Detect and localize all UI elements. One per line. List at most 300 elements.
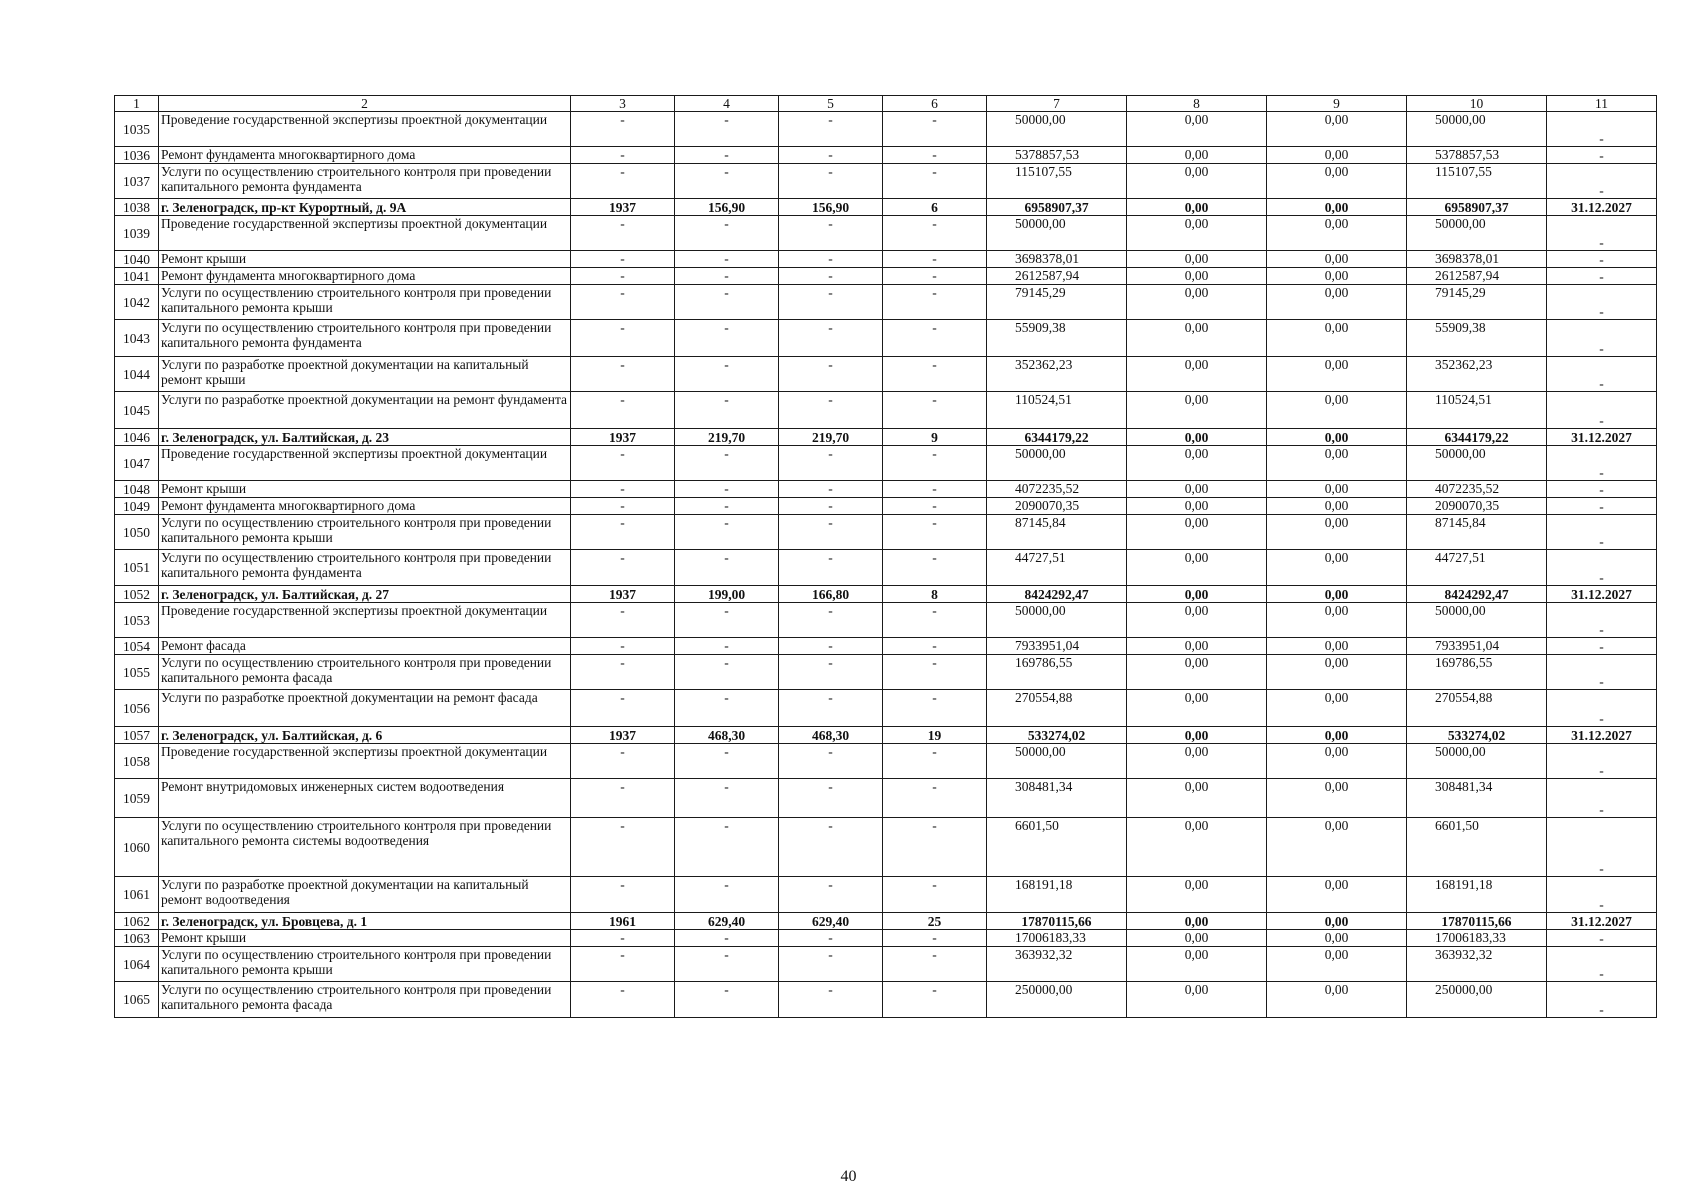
row-number-cell: 1044 xyxy=(115,357,159,392)
cost-col8-cell: 0,00 xyxy=(1127,498,1267,515)
total-cost-cell: 6958907,37 xyxy=(987,199,1127,216)
total-area-cell: - xyxy=(675,930,779,947)
year-cell: - xyxy=(571,392,675,429)
year-cell: - xyxy=(571,744,675,779)
residents-cell: - xyxy=(883,112,987,147)
deadline-cell: - xyxy=(1547,251,1657,268)
total-cost-cell: 8424292,47 xyxy=(987,586,1127,603)
cost-col9-cell: 0,00 xyxy=(1267,930,1407,947)
fund-cost-cell: 50000,00 xyxy=(1407,446,1547,481)
cost-col9-cell: 0,00 xyxy=(1267,690,1407,727)
cost-col8-cell: 0,00 xyxy=(1127,357,1267,392)
cost-col9-cell: 0,00 xyxy=(1267,913,1407,930)
residents-cell: - xyxy=(883,498,987,515)
cost-col8-cell: 0,00 xyxy=(1127,947,1267,982)
residents-cell: - xyxy=(883,320,987,357)
year-cell: - xyxy=(571,112,675,147)
year-cell: 1937 xyxy=(571,727,675,744)
total-area-cell: 468,30 xyxy=(675,727,779,744)
cost-col9-cell: 0,00 xyxy=(1267,481,1407,498)
work-row xyxy=(115,112,1657,147)
row-number-cell: 1047 xyxy=(115,446,159,481)
fund-cost-cell: 168191,18 xyxy=(1407,877,1547,913)
work-row xyxy=(115,481,1657,498)
work-name-cell: Ремонт фундамента многоквартирного дома xyxy=(159,147,571,164)
row-number-cell: 1045 xyxy=(115,392,159,429)
residents-cell: 9 xyxy=(883,429,987,446)
year-cell: - xyxy=(571,515,675,550)
cost-col8-cell: 0,00 xyxy=(1127,550,1267,586)
living-area-cell: - xyxy=(779,818,883,877)
cost-col8-cell: 0,00 xyxy=(1127,112,1267,147)
year-cell: - xyxy=(571,947,675,982)
living-area-cell: 629,40 xyxy=(779,913,883,930)
fund-cost-cell: 2090070,35 xyxy=(1407,498,1547,515)
total-area-cell: - xyxy=(675,877,779,913)
year-cell: 1937 xyxy=(571,199,675,216)
total-area-cell: - xyxy=(675,638,779,655)
cost-col8-cell: 0,00 xyxy=(1127,268,1267,285)
cost-col8-cell: 0,00 xyxy=(1127,930,1267,947)
residents-cell: - xyxy=(883,603,987,638)
total-area-cell: - xyxy=(675,603,779,638)
deadline-cell: - xyxy=(1547,690,1657,727)
cost-col9-cell: 0,00 xyxy=(1267,268,1407,285)
total-area-cell: - xyxy=(675,982,779,1018)
total-cost-cell: 5378857,53 xyxy=(987,147,1127,164)
year-cell: 1937 xyxy=(571,586,675,603)
residents-cell: - xyxy=(883,251,987,268)
total-cost-cell: 79145,29 xyxy=(987,285,1127,320)
row-number-cell: 1063 xyxy=(115,930,159,947)
cost-col9-cell: 0,00 xyxy=(1267,446,1407,481)
year-cell: - xyxy=(571,251,675,268)
cost-col9-cell: 0,00 xyxy=(1267,199,1407,216)
living-area-cell: - xyxy=(779,603,883,638)
row-number-cell: 1062 xyxy=(115,913,159,930)
row-number-cell: 1059 xyxy=(115,779,159,818)
cost-col9-cell: 0,00 xyxy=(1267,320,1407,357)
fund-cost-cell: 2612587,94 xyxy=(1407,268,1547,285)
living-area-cell: - xyxy=(779,498,883,515)
capital-repair-table xyxy=(114,95,1657,1018)
work-name-cell: Ремонт крыши xyxy=(159,481,571,498)
deadline-cell: 31.12.2027 xyxy=(1547,727,1657,744)
row-number-cell: 1037 xyxy=(115,164,159,199)
row-number-cell: 1054 xyxy=(115,638,159,655)
deadline-cell: - xyxy=(1547,392,1657,429)
living-area-cell: - xyxy=(779,112,883,147)
fund-cost-cell: 6344179,22 xyxy=(1407,429,1547,446)
fund-cost-cell: 8424292,47 xyxy=(1407,586,1547,603)
work-row xyxy=(115,818,1657,877)
total-area-cell: - xyxy=(675,690,779,727)
living-area-cell: 166,80 xyxy=(779,586,883,603)
deadline-cell: - xyxy=(1547,779,1657,818)
fund-cost-cell: 110524,51 xyxy=(1407,392,1547,429)
year-cell: - xyxy=(571,690,675,727)
residents-cell: 25 xyxy=(883,913,987,930)
building-row xyxy=(115,727,1657,744)
total-area-cell: - xyxy=(675,515,779,550)
residents-cell: - xyxy=(883,515,987,550)
total-area-cell: - xyxy=(675,216,779,251)
header-cell: 3 xyxy=(571,96,675,112)
total-cost-cell: 4072235,52 xyxy=(987,481,1127,498)
total-area-cell: - xyxy=(675,744,779,779)
fund-cost-cell: 363932,32 xyxy=(1407,947,1547,982)
residents-cell: 6 xyxy=(883,199,987,216)
deadline-cell: 31.12.2027 xyxy=(1547,913,1657,930)
cost-col8-cell: 0,00 xyxy=(1127,586,1267,603)
cost-col9-cell: 0,00 xyxy=(1267,216,1407,251)
total-area-cell: - xyxy=(675,320,779,357)
column-number-header xyxy=(115,96,1657,112)
deadline-cell: - xyxy=(1547,818,1657,877)
deadline-cell: - xyxy=(1547,147,1657,164)
residents-cell: - xyxy=(883,877,987,913)
cost-col8-cell: 0,00 xyxy=(1127,982,1267,1018)
deadline-cell: - xyxy=(1547,877,1657,913)
cost-col9-cell: 0,00 xyxy=(1267,655,1407,690)
row-number-cell: 1043 xyxy=(115,320,159,357)
total-cost-cell: 6601,50 xyxy=(987,818,1127,877)
living-area-cell: - xyxy=(779,481,883,498)
fund-cost-cell: 50000,00 xyxy=(1407,603,1547,638)
row-number-cell: 1041 xyxy=(115,268,159,285)
fund-cost-cell: 3698378,01 xyxy=(1407,251,1547,268)
cost-col9-cell: 0,00 xyxy=(1267,550,1407,586)
row-number-cell: 1056 xyxy=(115,690,159,727)
total-area-cell: - xyxy=(675,357,779,392)
residents-cell: - xyxy=(883,268,987,285)
cost-col8-cell: 0,00 xyxy=(1127,164,1267,199)
cost-col9-cell: 0,00 xyxy=(1267,515,1407,550)
work-name-cell: Ремонт фундамента многоквартирного дома xyxy=(159,498,571,515)
total-cost-cell: 250000,00 xyxy=(987,982,1127,1018)
total-cost-cell: 110524,51 xyxy=(987,392,1127,429)
living-area-cell: - xyxy=(779,515,883,550)
deadline-cell: - xyxy=(1547,357,1657,392)
year-cell: - xyxy=(571,779,675,818)
year-cell: - xyxy=(571,216,675,251)
residents-cell: - xyxy=(883,216,987,251)
work-name-cell: Ремонт фундамента многоквартирного дома xyxy=(159,268,571,285)
work-name-cell: Ремонт фасада xyxy=(159,638,571,655)
cost-col8-cell: 0,00 xyxy=(1127,818,1267,877)
fund-cost-cell: 50000,00 xyxy=(1407,112,1547,147)
cost-col8-cell: 0,00 xyxy=(1127,446,1267,481)
work-row xyxy=(115,779,1657,818)
cost-col8-cell: 0,00 xyxy=(1127,603,1267,638)
total-cost-cell: 50000,00 xyxy=(987,216,1127,251)
total-cost-cell: 17870115,66 xyxy=(987,913,1127,930)
total-area-cell: - xyxy=(675,498,779,515)
row-number-cell: 1040 xyxy=(115,251,159,268)
total-area-cell: - xyxy=(675,285,779,320)
row-number-cell: 1051 xyxy=(115,550,159,586)
fund-cost-cell: 169786,55 xyxy=(1407,655,1547,690)
cost-col9-cell: 0,00 xyxy=(1267,164,1407,199)
cost-col8-cell: 0,00 xyxy=(1127,320,1267,357)
residents-cell: - xyxy=(883,690,987,727)
cost-col8-cell: 0,00 xyxy=(1127,655,1267,690)
work-row xyxy=(115,930,1657,947)
row-number-cell: 1042 xyxy=(115,285,159,320)
row-number-cell: 1061 xyxy=(115,877,159,913)
cost-col8-cell: 0,00 xyxy=(1127,877,1267,913)
cost-col8-cell: 0,00 xyxy=(1127,199,1267,216)
residents-cell: 8 xyxy=(883,586,987,603)
total-area-cell: 199,00 xyxy=(675,586,779,603)
year-cell: - xyxy=(571,481,675,498)
total-area-cell: - xyxy=(675,392,779,429)
building-row xyxy=(115,199,1657,216)
living-area-cell: 468,30 xyxy=(779,727,883,744)
work-row xyxy=(115,690,1657,727)
header-cell: 5 xyxy=(779,96,883,112)
residents-cell: - xyxy=(883,446,987,481)
work-name-cell: Услуги по осуществлению строительного контроля при проведении капитального ремонта системы водоотведения xyxy=(159,818,571,877)
header-cell: 1 xyxy=(115,96,159,112)
fund-cost-cell: 6601,50 xyxy=(1407,818,1547,877)
total-area-cell: - xyxy=(675,112,779,147)
cost-col9-cell: 0,00 xyxy=(1267,638,1407,655)
fund-cost-cell: 270554,88 xyxy=(1407,690,1547,727)
header-cell: 9 xyxy=(1267,96,1407,112)
deadline-cell: 31.12.2027 xyxy=(1547,199,1657,216)
work-name-cell: Услуги по осуществлению строительного контроля при проведении капитального ремонта фундамента xyxy=(159,550,571,586)
total-cost-cell: 17006183,33 xyxy=(987,930,1127,947)
total-cost-cell: 115107,55 xyxy=(987,164,1127,199)
row-number-cell: 1052 xyxy=(115,586,159,603)
total-cost-cell: 533274,02 xyxy=(987,727,1127,744)
work-name-cell: Ремонт крыши xyxy=(159,251,571,268)
living-area-cell: 219,70 xyxy=(779,429,883,446)
building-row xyxy=(115,913,1657,930)
work-row xyxy=(115,603,1657,638)
cost-col9-cell: 0,00 xyxy=(1267,947,1407,982)
residents-cell: 19 xyxy=(883,727,987,744)
row-number-cell: 1035 xyxy=(115,112,159,147)
year-cell: - xyxy=(571,877,675,913)
total-cost-cell: 44727,51 xyxy=(987,550,1127,586)
total-cost-cell: 308481,34 xyxy=(987,779,1127,818)
year-cell: - xyxy=(571,498,675,515)
total-cost-cell: 363932,32 xyxy=(987,947,1127,982)
row-number-cell: 1048 xyxy=(115,481,159,498)
year-cell: - xyxy=(571,638,675,655)
deadline-cell: - xyxy=(1547,515,1657,550)
deadline-cell: 31.12.2027 xyxy=(1547,586,1657,603)
cost-col9-cell: 0,00 xyxy=(1267,982,1407,1018)
work-row xyxy=(115,392,1657,429)
living-area-cell: - xyxy=(779,357,883,392)
residents-cell: - xyxy=(883,392,987,429)
deadline-cell: - xyxy=(1547,164,1657,199)
row-number-cell: 1064 xyxy=(115,947,159,982)
work-row xyxy=(115,550,1657,586)
cost-col8-cell: 0,00 xyxy=(1127,216,1267,251)
fund-cost-cell: 6958907,37 xyxy=(1407,199,1547,216)
deadline-cell: - xyxy=(1547,320,1657,357)
living-area-cell: - xyxy=(779,320,883,357)
total-cost-cell: 7933951,04 xyxy=(987,638,1127,655)
row-number-cell: 1038 xyxy=(115,199,159,216)
row-number-cell: 1055 xyxy=(115,655,159,690)
living-area-cell: - xyxy=(779,655,883,690)
total-cost-cell: 2090070,35 xyxy=(987,498,1127,515)
year-cell: - xyxy=(571,268,675,285)
work-row xyxy=(115,251,1657,268)
year-cell: - xyxy=(571,655,675,690)
work-row xyxy=(115,947,1657,982)
total-cost-cell: 50000,00 xyxy=(987,603,1127,638)
residents-cell: - xyxy=(883,982,987,1018)
work-name-cell: Услуги по осуществлению строительного контроля при проведении капитального ремонта фасада xyxy=(159,982,571,1018)
total-area-cell: - xyxy=(675,481,779,498)
header-cell: 10 xyxy=(1407,96,1547,112)
header-cell: 2 xyxy=(159,96,571,112)
deadline-cell: - xyxy=(1547,982,1657,1018)
building-row xyxy=(115,429,1657,446)
row-number-cell: 1058 xyxy=(115,744,159,779)
row-number-cell: 1046 xyxy=(115,429,159,446)
total-cost-cell: 168191,18 xyxy=(987,877,1127,913)
cost-col8-cell: 0,00 xyxy=(1127,481,1267,498)
living-area-cell: - xyxy=(779,982,883,1018)
deadline-cell: - xyxy=(1547,112,1657,147)
fund-cost-cell: 44727,51 xyxy=(1407,550,1547,586)
living-area-cell: 156,90 xyxy=(779,199,883,216)
work-row xyxy=(115,320,1657,357)
cost-col9-cell: 0,00 xyxy=(1267,392,1407,429)
residents-cell: - xyxy=(883,285,987,320)
cost-col9-cell: 0,00 xyxy=(1267,779,1407,818)
living-area-cell: - xyxy=(779,164,883,199)
year-cell: - xyxy=(571,550,675,586)
work-row xyxy=(115,285,1657,320)
fund-cost-cell: 4072235,52 xyxy=(1407,481,1547,498)
deadline-cell: - xyxy=(1547,498,1657,515)
deadline-cell: - xyxy=(1547,550,1657,586)
fund-cost-cell: 17006183,33 xyxy=(1407,930,1547,947)
living-area-cell: - xyxy=(779,744,883,779)
work-name-cell: Проведение государственной экспертизы проектной документации xyxy=(159,112,571,147)
deadline-cell: - xyxy=(1547,216,1657,251)
total-area-cell: 156,90 xyxy=(675,199,779,216)
cost-col8-cell: 0,00 xyxy=(1127,392,1267,429)
work-name-cell: Услуги по разработке проектной документации на ремонт фасада xyxy=(159,690,571,727)
row-number-cell: 1060 xyxy=(115,818,159,877)
row-number-cell: 1036 xyxy=(115,147,159,164)
total-cost-cell: 55909,38 xyxy=(987,320,1127,357)
work-name-cell: г. Зеленоградск, пр-кт Курортный, д. 9А xyxy=(159,199,571,216)
row-number-cell: 1050 xyxy=(115,515,159,550)
residents-cell: - xyxy=(883,550,987,586)
cost-col8-cell: 0,00 xyxy=(1127,779,1267,818)
year-cell: 1937 xyxy=(571,429,675,446)
deadline-cell: 31.12.2027 xyxy=(1547,429,1657,446)
work-name-cell: Проведение государственной экспертизы проектной документации xyxy=(159,603,571,638)
year-cell: - xyxy=(571,603,675,638)
header-cell: 7 xyxy=(987,96,1127,112)
fund-cost-cell: 50000,00 xyxy=(1407,744,1547,779)
living-area-cell: - xyxy=(779,147,883,164)
deadline-cell: - xyxy=(1547,655,1657,690)
row-number-cell: 1057 xyxy=(115,727,159,744)
cost-col9-cell: 0,00 xyxy=(1267,357,1407,392)
work-name-cell: Проведение государственной экспертизы проектной документации xyxy=(159,216,571,251)
total-cost-cell: 87145,84 xyxy=(987,515,1127,550)
row-number-cell: 1049 xyxy=(115,498,159,515)
work-name-cell: Проведение государственной экспертизы проектной документации xyxy=(159,446,571,481)
building-row xyxy=(115,586,1657,603)
cost-col8-cell: 0,00 xyxy=(1127,690,1267,727)
work-name-cell: Услуги по разработке проектной документации на капитальный ремонт водоотведения xyxy=(159,877,571,913)
table-body xyxy=(115,96,1657,1018)
total-area-cell: - xyxy=(675,947,779,982)
work-row xyxy=(115,147,1657,164)
work-name-cell: Услуги по осуществлению строительного контроля при проведении капитального ремонта крыши xyxy=(159,515,571,550)
fund-cost-cell: 308481,34 xyxy=(1407,779,1547,818)
deadline-cell: - xyxy=(1547,603,1657,638)
work-row xyxy=(115,638,1657,655)
work-name-cell: Услуги по осуществлению строительного контроля при проведении капитального ремонта фундамента xyxy=(159,164,571,199)
cost-col9-cell: 0,00 xyxy=(1267,112,1407,147)
living-area-cell: - xyxy=(779,446,883,481)
deadline-cell: - xyxy=(1547,638,1657,655)
total-area-cell: 219,70 xyxy=(675,429,779,446)
cost-col8-cell: 0,00 xyxy=(1127,744,1267,779)
work-name-cell: Ремонт внутридомовых инженерных систем водоотведения xyxy=(159,779,571,818)
cost-col8-cell: 0,00 xyxy=(1127,727,1267,744)
fund-cost-cell: 79145,29 xyxy=(1407,285,1547,320)
year-cell: - xyxy=(571,930,675,947)
header-cell: 4 xyxy=(675,96,779,112)
living-area-cell: - xyxy=(779,947,883,982)
work-name-cell: Услуги по разработке проектной документации на ремонт фундамента xyxy=(159,392,571,429)
residents-cell: - xyxy=(883,930,987,947)
row-number-cell: 1039 xyxy=(115,216,159,251)
work-name-cell: Ремонт крыши xyxy=(159,930,571,947)
deadline-cell: - xyxy=(1547,930,1657,947)
header-cell: 8 xyxy=(1127,96,1267,112)
cost-col9-cell: 0,00 xyxy=(1267,498,1407,515)
year-cell: - xyxy=(571,982,675,1018)
residents-cell: - xyxy=(883,744,987,779)
residents-cell: - xyxy=(883,655,987,690)
work-name-cell: Услуги по осуществлению строительного контроля при проведении капитального ремонта крыши xyxy=(159,285,571,320)
total-area-cell: - xyxy=(675,147,779,164)
work-row xyxy=(115,357,1657,392)
cost-col9-cell: 0,00 xyxy=(1267,744,1407,779)
residents-cell: - xyxy=(883,947,987,982)
work-row xyxy=(115,655,1657,690)
total-area-cell: - xyxy=(675,446,779,481)
deadline-cell: - xyxy=(1547,744,1657,779)
work-name-cell: Услуги по разработке проектной документации на капитальный ремонт крыши xyxy=(159,357,571,392)
total-cost-cell: 50000,00 xyxy=(987,112,1127,147)
living-area-cell: - xyxy=(779,285,883,320)
cost-col9-cell: 0,00 xyxy=(1267,727,1407,744)
cost-col8-cell: 0,00 xyxy=(1127,515,1267,550)
year-cell: - xyxy=(571,357,675,392)
cost-col9-cell: 0,00 xyxy=(1267,877,1407,913)
cost-col9-cell: 0,00 xyxy=(1267,285,1407,320)
header-cell: 11 xyxy=(1547,96,1657,112)
cost-col9-cell: 0,00 xyxy=(1267,818,1407,877)
